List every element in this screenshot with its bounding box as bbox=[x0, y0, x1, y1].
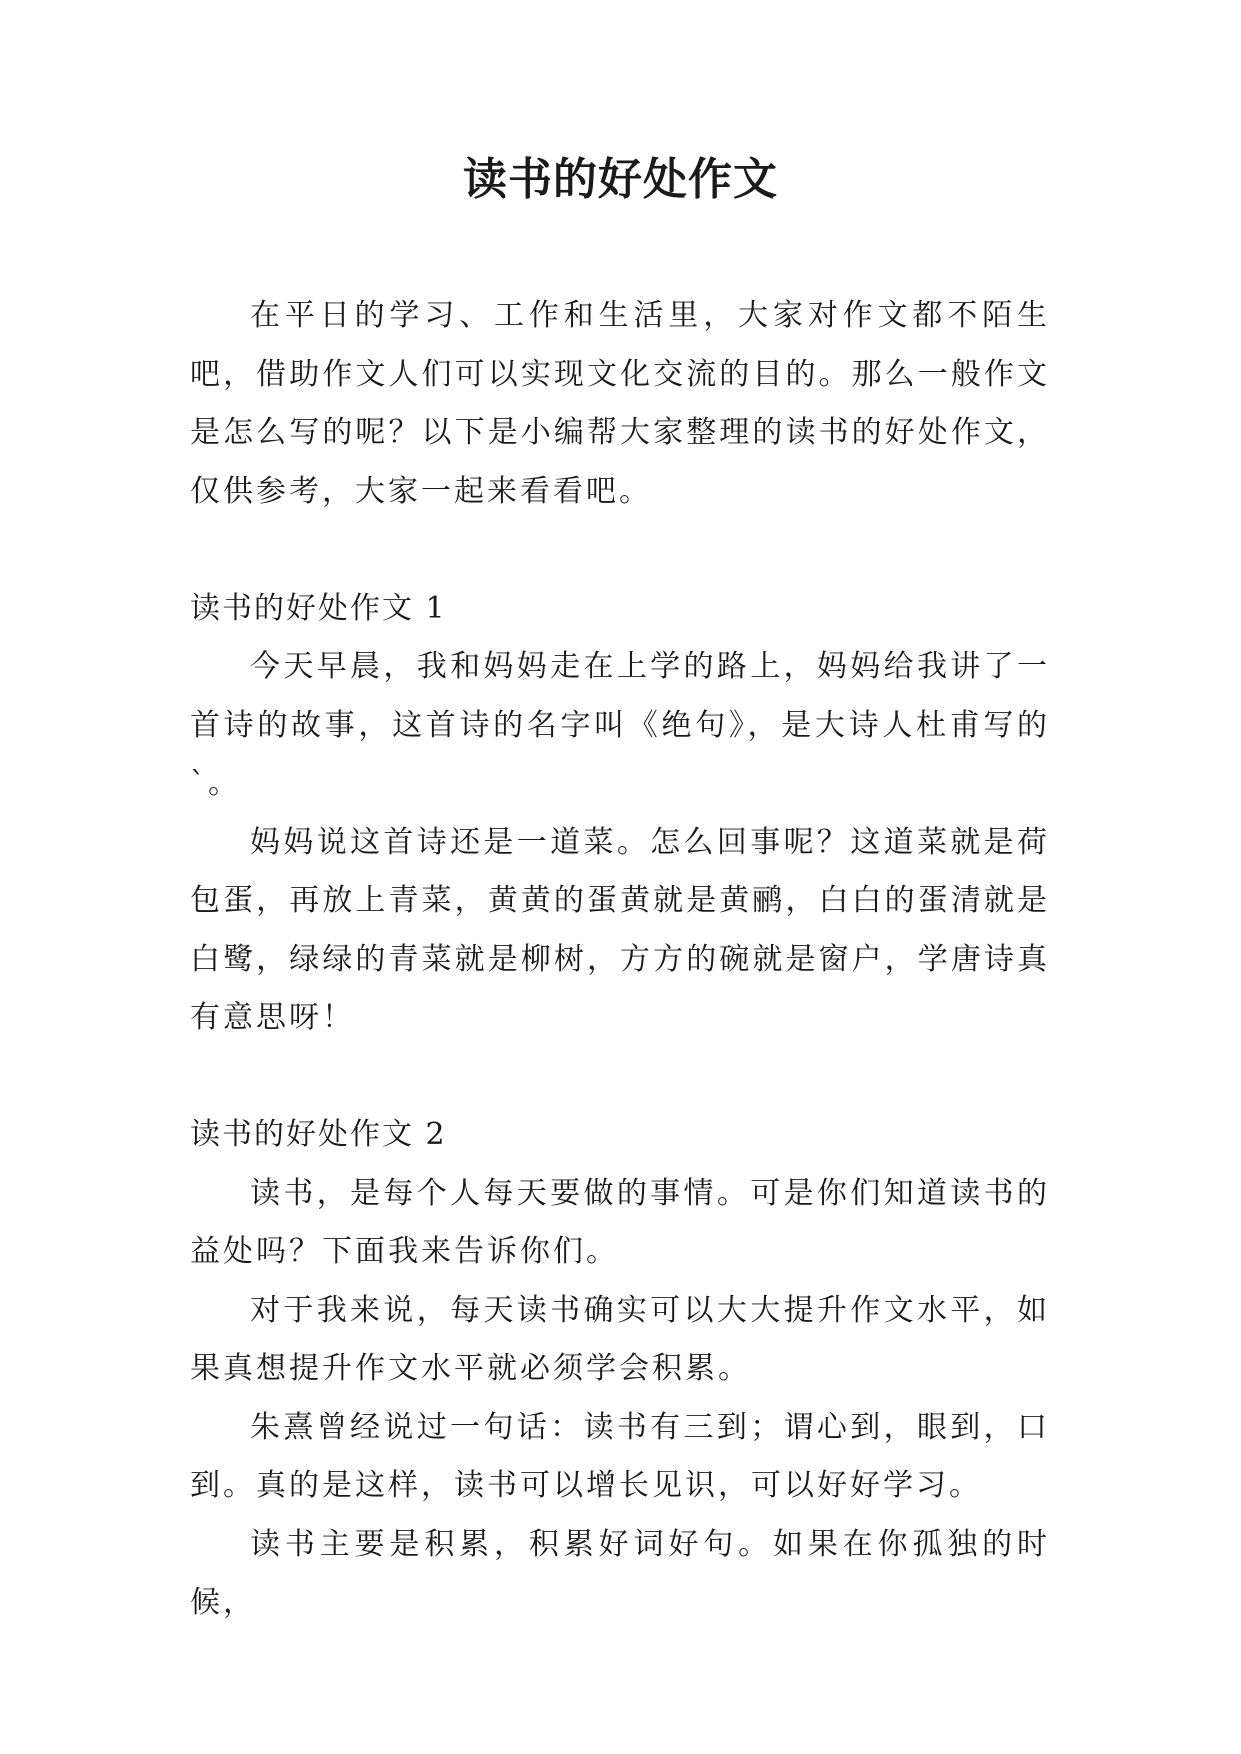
section-2-paragraph-1: 读书，是每个人每天要做的事情。可是你们知道读书的益处吗？下面我来告诉你们。 bbox=[190, 1175, 1050, 1269]
section-gap bbox=[190, 1048, 1050, 1107]
intro-paragraph: 在平日的学习、工作和生活里，大家对作文都不陌生吧，借助作文人们可以实现文化交流的目的。那么一般作文是怎么写的呢？以下是小编帮大家整理的读书的好处作文，仅供参考，大家一起来看看吧。 bbox=[190, 298, 1050, 509]
section-heading-1: 读书的好处作文 1 bbox=[190, 590, 447, 626]
section-heading-2: 读书的好处作文 2 bbox=[190, 1117, 447, 1152]
section-1-paragraph-2: 妈妈说这首诗还是一道菜。怎么回事呢？这道菜就是荷包蛋，再放上青菜，黄黄的蛋黄就是黄鹂，白白的蛋清就是白鹭，绿绿的青菜就是柳树，方方的碗就是窗户，学唐诗真有意思呀！ bbox=[190, 824, 1050, 1035]
section-gap bbox=[190, 521, 1050, 580]
section-1-paragraph-1: 今天早晨，我和妈妈走在上学的路上，妈妈给我讲了一首诗的故事，这首诗的名字叫《绝句》，是大诗人杜甫写的`。 bbox=[190, 649, 1050, 801]
document-title: 读书的好处作文 bbox=[463, 154, 778, 205]
section-2-paragraph-4: 读书主要是积累，积累好词好句。如果在你孤独的时候， bbox=[190, 1526, 1050, 1620]
section-2-paragraph-2: 对于我来说，每天读书确实可以大大提升作文水平，如果真想提升作文水平就必须学会积累。 bbox=[190, 1292, 1050, 1386]
section-2-paragraph-3: 朱熹曾经说过一句话：读书有三到；谓心到，眼到，口到。真的是这样，读书可以增长见识，可以好好学习。 bbox=[190, 1409, 1050, 1503]
document-body bbox=[190, 287, 1050, 1633]
